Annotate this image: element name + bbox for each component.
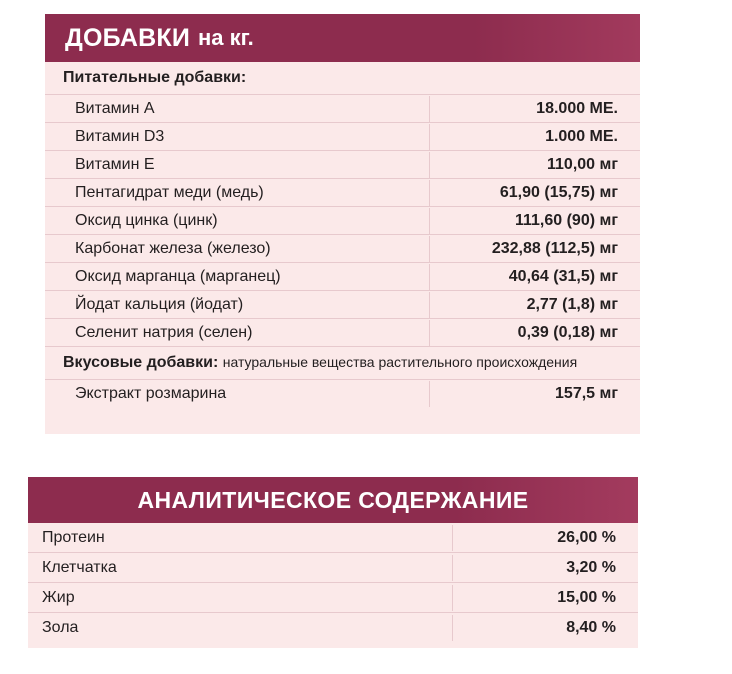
- row-value: 232,88 (112,5) мг: [491, 239, 618, 257]
- row-label: Клетчатка: [28, 555, 453, 581]
- row-label: Протеин: [28, 525, 453, 551]
- additives-title: ДОБАВКИ: [65, 23, 191, 52]
- table-row: [45, 179, 640, 207]
- row-value: 111,60 (90) мг: [514, 211, 618, 229]
- flavour-additives-text: натуральные вещества растительного происхождения: [222, 354, 578, 370]
- table-row: [45, 151, 640, 179]
- analytical-table-body: [28, 523, 638, 648]
- row-label: Оксид цинка (цинк): [45, 208, 430, 234]
- row-value: 8,40 %: [566, 618, 616, 636]
- row-label: Йодат кальция (йодат): [45, 292, 430, 318]
- table-row: [45, 291, 640, 319]
- row-value: 61,90 (15,75) мг: [499, 183, 618, 201]
- row-value: 0,39 (0,18) мг: [517, 323, 618, 341]
- row-label: Пентагидрат меди (медь): [45, 180, 430, 206]
- row-value: 40,64 (31,5) мг: [508, 267, 618, 285]
- analytical-table-header: АНАЛИТИЧЕСКОЕ СОДЕРЖАНИЕ: [28, 477, 638, 523]
- table-row: [28, 583, 638, 613]
- row-value: 15,00 %: [557, 588, 616, 606]
- table-row: [28, 613, 638, 642]
- row-label: Оксид марганца (марганец): [45, 264, 430, 290]
- table-row: [45, 95, 640, 123]
- flavour-additives-title: Вкусовые добавки:: [63, 354, 219, 371]
- row-value: 26,00 %: [557, 528, 616, 546]
- table-row: [45, 123, 640, 151]
- row-label: Карбонат железа (железо): [45, 236, 430, 262]
- row-value: 1.000 МЕ.: [545, 127, 618, 145]
- row-label: Витамин E: [45, 152, 430, 178]
- row-value: 2,77 (1,8) мг: [526, 295, 618, 313]
- table-row: [45, 263, 640, 291]
- additives-table: [45, 14, 640, 434]
- row-value: 157,5 мг: [555, 385, 618, 402]
- table-row: [28, 523, 638, 553]
- nutritional-additives-label: Питательные добавки:: [45, 62, 640, 95]
- row-value: 18.000 МЕ.: [536, 99, 618, 117]
- row-label: Витамин D3: [45, 124, 430, 150]
- row-value: 110,00 мг: [547, 155, 618, 173]
- additives-subtitle: на кг.: [198, 25, 254, 50]
- row-label: Селенит натрия (селен): [45, 320, 430, 346]
- table-row: [45, 319, 640, 347]
- table-row: [45, 235, 640, 263]
- additives-table-header: [45, 14, 640, 62]
- row-value: 3,20 %: [566, 558, 616, 576]
- flavour-additives-label: [45, 347, 640, 380]
- analytical-table: [28, 477, 638, 648]
- table-row: [28, 553, 638, 583]
- additives-table-body: [45, 62, 640, 434]
- row-label: Зола: [28, 615, 453, 641]
- table-row: [45, 207, 640, 235]
- row-label: Витамин A: [45, 96, 430, 122]
- table-row: [45, 380, 640, 408]
- row-label: Жир: [28, 585, 453, 611]
- row-label: Экстракт розмарина: [45, 381, 430, 407]
